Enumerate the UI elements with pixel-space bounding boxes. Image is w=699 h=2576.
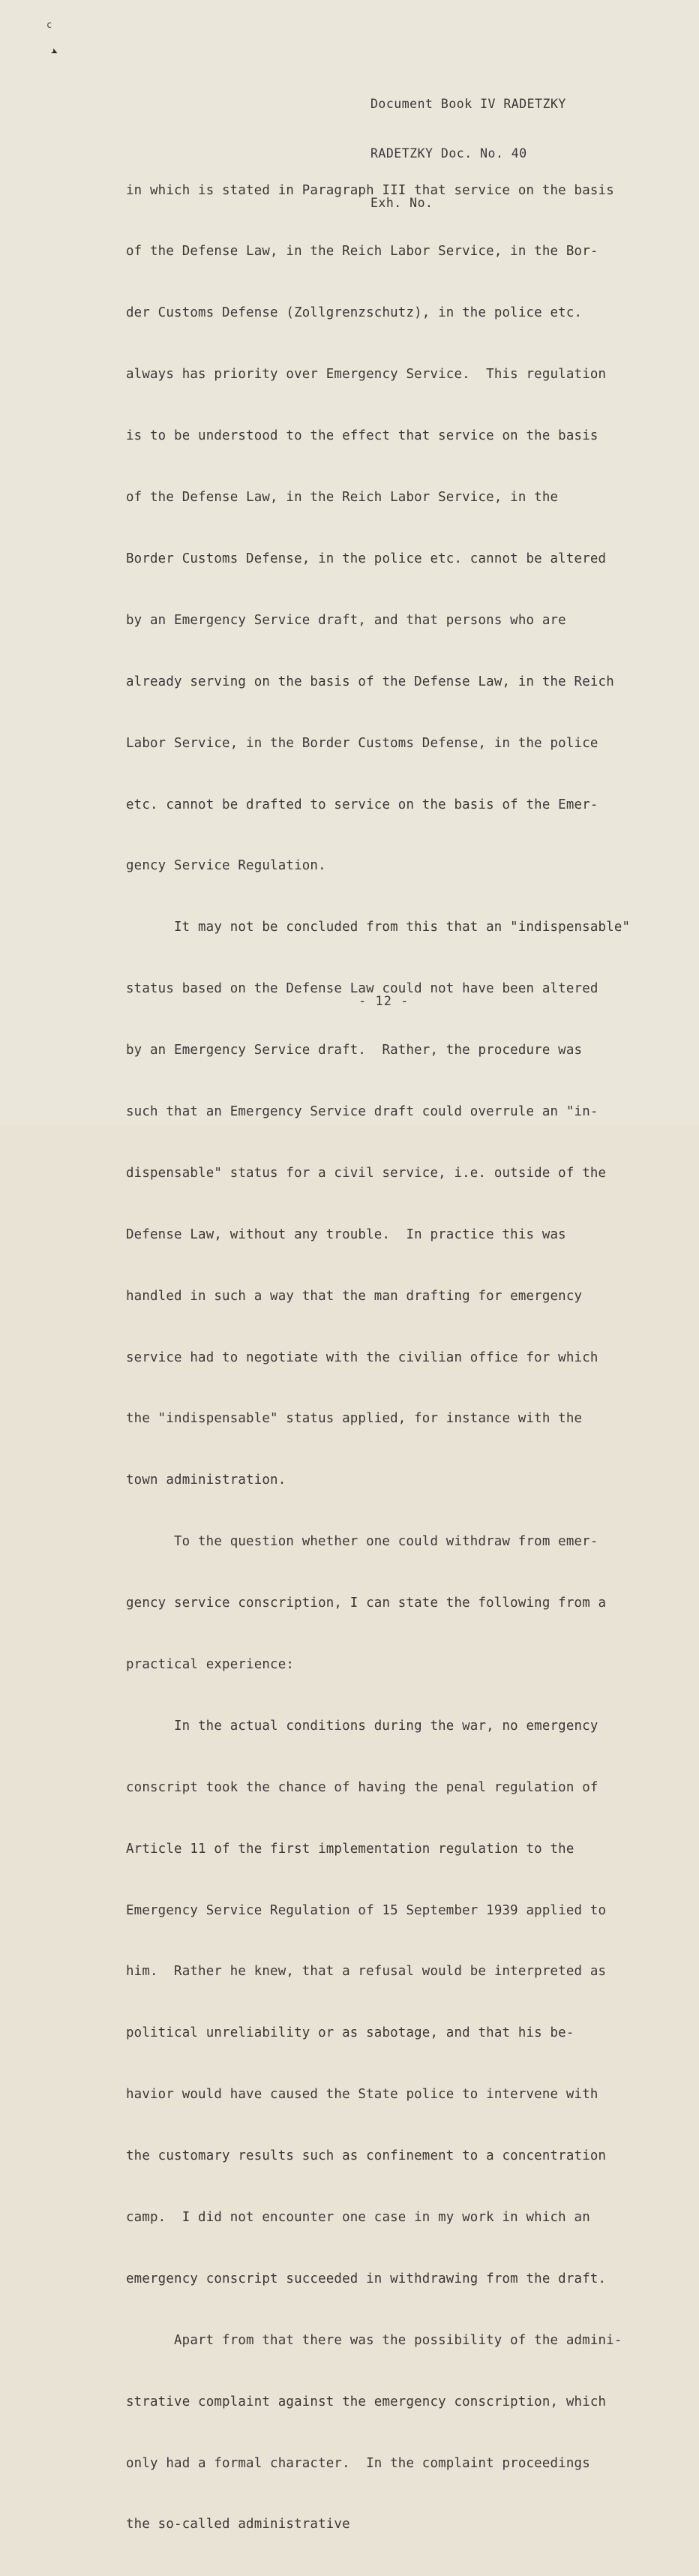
body-line: Emergency Service Regulation of 15 September 1939 applied to xyxy=(126,1902,607,1918)
body-line: of the Defense Law, in the Reich Labor Service, in the xyxy=(126,490,559,506)
body-line: Defense Law, without any trouble. In practice this was xyxy=(126,1226,566,1242)
body-line: der Customs Defense (Zollgrenzschutz), in the police etc. xyxy=(126,305,583,321)
body-line: gency service conscription, I can state the following from a xyxy=(126,1596,607,1611)
body-line: Labor Service, in the Border Customs Defense, in the police xyxy=(126,735,598,751)
body-line: havior would have caused the State police to intervene with xyxy=(126,2087,598,2103)
body-line: emergency conscript succeeded in withdrawing from the draft. xyxy=(126,2271,607,2286)
body-line: is to be understood to the effect that service on the basis xyxy=(126,428,598,444)
body-line: the customary results such as confinement to a concentration xyxy=(126,2148,607,2164)
body-line: strative complaint against the emergency conscription, which xyxy=(126,2394,607,2409)
body-line: conscript took the chance of having the penal regulation of xyxy=(126,1779,598,1795)
body-line: handled in such a way that the man drafting for emergency xyxy=(126,1288,583,1304)
body-line: the so-called administrative xyxy=(126,2517,350,2532)
body-line: Article 11 of the first implementation regulation to the xyxy=(126,1841,574,1857)
body-line: him. Rather he knew, that a refusal would be interpreted as xyxy=(126,1964,607,1980)
header-line-doc-number: RADETZKY Doc. No. 40 xyxy=(370,146,527,161)
paragraph-start-line: Apart from that there was the possibility of the admini- xyxy=(174,2332,622,2348)
body-line: gency Service Regulation. xyxy=(126,858,326,874)
body-line: practical experience: xyxy=(126,1656,295,1672)
body-line: of the Defense Law, in the Reich Labor Service, in the Bor- xyxy=(126,244,598,260)
paragraph-start-line: To the question whether one could withdraw from emer- xyxy=(174,1534,598,1550)
page-number: - 12 - xyxy=(358,994,410,1009)
body-line: camp. I did not encounter one case in my work in which an xyxy=(126,2209,590,2225)
body-line: the "indispensable" status applied, for instance with the xyxy=(126,1411,583,1427)
body-line: always has priority over Emergency Service. This regulation xyxy=(126,367,607,383)
body-line: only had a formal character. In the complaint proceedings xyxy=(126,2455,590,2471)
paragraph-start-line: It may not be concluded from this that an "indispensable" xyxy=(174,920,631,935)
body-line: service had to negotiate with the civilian office for which xyxy=(126,1350,598,1365)
body-line: such that an Emergency Service draft could overrule an "in- xyxy=(126,1103,598,1119)
tick-mark: ➤ xyxy=(48,44,62,61)
document-body xyxy=(126,140,666,2576)
paragraph-start-line: In the actual conditions during the war, no emergency xyxy=(174,1718,598,1734)
header-line-exhibit: Exh. No. xyxy=(370,196,434,210)
header-line-book: Document Book IV RADETZKY xyxy=(370,97,566,111)
body-line: already serving on the basis of the Defense Law, in the Reich xyxy=(126,674,614,689)
body-line: dispensable" status for a civil service, i.e. outside of the xyxy=(126,1165,607,1181)
body-line: political unreliability or as sabotage, and that his be- xyxy=(126,2025,574,2041)
body-line: Border Customs Defense, in the police etc. cannot be altered xyxy=(126,551,607,566)
body-line: by an Emergency Service draft. Rather, the procedure was xyxy=(126,1043,583,1058)
corner-mark: c xyxy=(46,20,52,30)
body-line: by an Emergency Service draft, and that persons who are xyxy=(126,612,566,628)
body-line: etc. cannot be drafted to service on the basis of the Emer- xyxy=(126,797,598,812)
body-line: status based on the Defense Law could not have been altered xyxy=(126,981,598,997)
body-line: town administration. xyxy=(126,1473,286,1488)
body-line: in which is stated in Paragraph III that service on the basis xyxy=(126,182,614,198)
